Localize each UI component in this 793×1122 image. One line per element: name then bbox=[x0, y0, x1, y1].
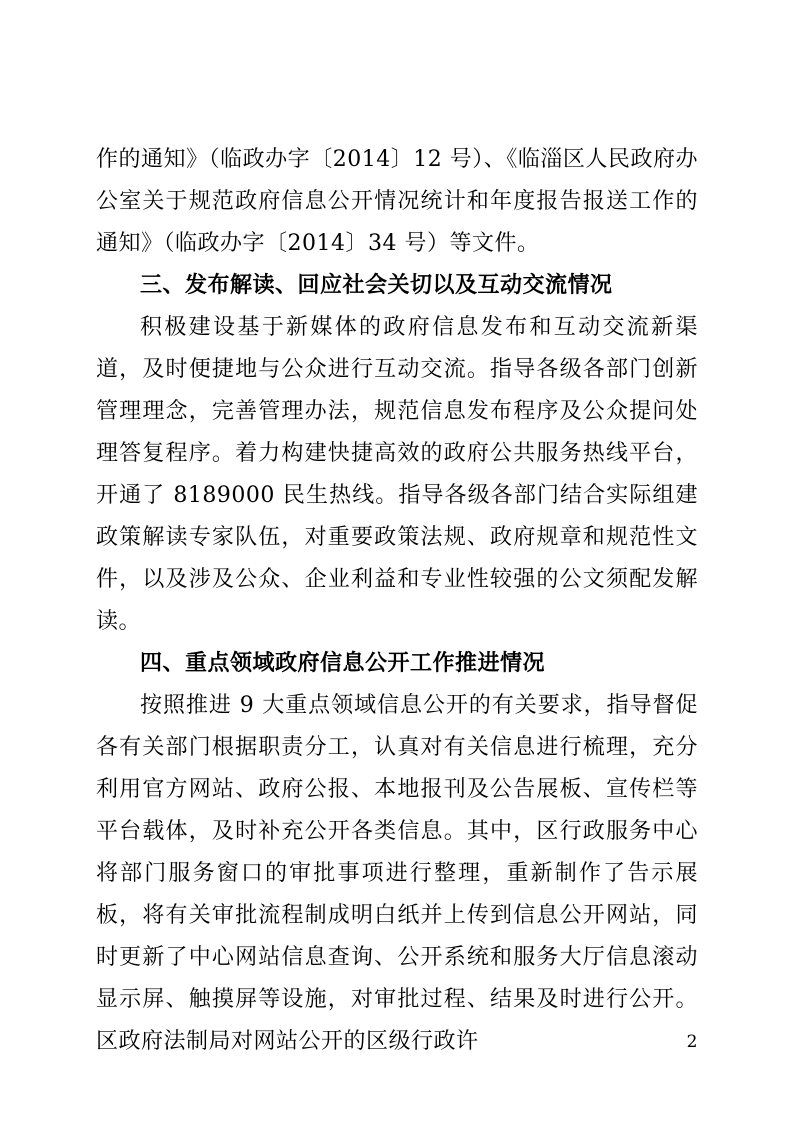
paragraph-section-4: 按照推进 9 大重点领域信息公开的有关要求，指导督促各有关部门根据职责分工，认真对有关信息进行梳理，充分利用官方网站、政府公报、本地报刊及公告展板、宣传栏等平台载体，及时补充公开各类信息。其中，区行政服务中心将部门服务窗口的审批事项进行整理，重新制作了告示展板，将有关审批流程制成明白纸并上传到信息公开网站，同时更新了中心网站信息查询、公开系统和服务大厅信息滚动显示屏、触摸屏等设施，对审批过程、结果及时进行公开。区政府法制局对网站公开的区级行政许 bbox=[96, 693, 698, 1054]
section-heading-3: 三、发布解读、回应社会关切以及互动交流情况 bbox=[140, 273, 613, 298]
page-number: 2 bbox=[686, 1032, 698, 1052]
paragraph-continuation: 作的通知》（临政办字〔2014〕12 号）、《临淄区人民政府办公室关于规范政府信息公开情况统计和年度报告报送工作的通知》（临政办字〔2014〕34 号）等文件。 bbox=[96, 147, 698, 256]
section-heading-4: 四、重点领域政府信息公开工作推进情况 bbox=[140, 651, 546, 676]
paragraph-section-3: 积极建设基于新媒体的政府信息发布和互动交流新渠道，及时便捷地与公众进行互动交流。指导各级各部门创新管理理念，完善管理办法，规范信息发布程序及公众提问处理答复程序。着力构建快捷高效的政府公共服务热线平台，开通了 8189000 民生热线。指导各级各部门结合实际组建政策解读专家队伍，对重要政策法规、政府规章和规范性文件，以及涉及公众、企业利益和专业性较强的公文须配发解读。 bbox=[96, 315, 698, 634]
document-body bbox=[96, 139, 698, 1063]
